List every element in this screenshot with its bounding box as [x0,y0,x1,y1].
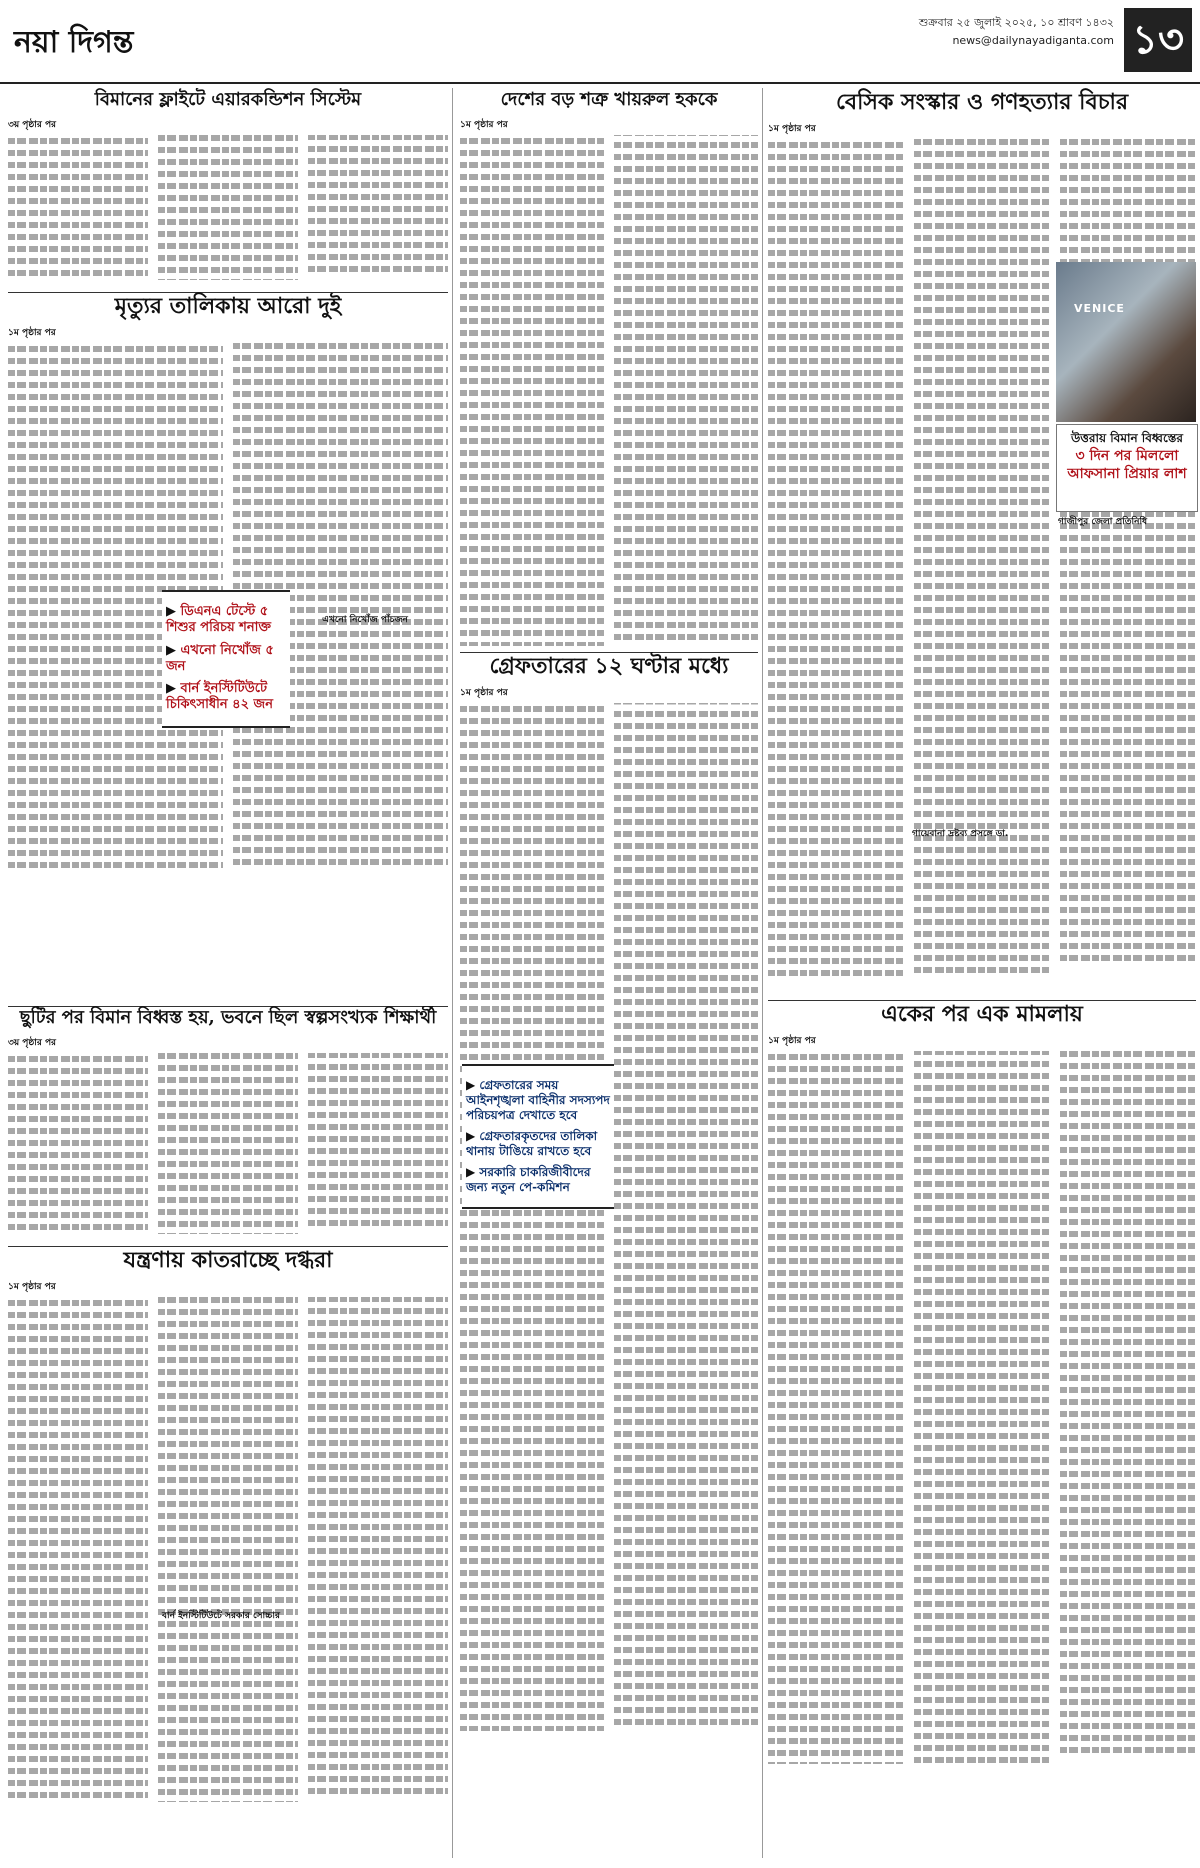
callout-item: ▶ ডিএনএ টেস্টে ৫ শিশুর পরিচয় শনাক্ত [166,604,286,637]
byline: ১ম পৃষ্ঠার পর [768,124,816,135]
callout-item: ▶ এখনো নিখোঁজ ৫ জন [166,643,286,676]
callout-item: ▶ গ্রেফতারের সময় আইনশৃঙ্খলা বাহিনীর সদস্যপদ পরিচয়পত্র দেখাতে হবে [466,1078,610,1123]
byline: ৩য় পৃষ্ঠার পর [8,119,57,130]
subhead: গায়েবানা দ্রষ্টব্য প্রসঙ্গে ডা. [912,829,1009,839]
byline: ১ম পৃষ্ঠার পর [768,1036,816,1047]
story-holiday [8,1006,448,1238]
caption-line1: উত্তরায় বিমান বিধ্বস্তের [1070,431,1184,445]
headline: একের পর এক মামলায় [881,1001,1083,1027]
headline: বিমানের ফ্লাইটে এয়ারকন্ডিশন সিস্টেম [94,89,362,110]
date-line: শুক্রবার ২৫ জুলাই ২০২৫, ১০ শ্রাবণ ১৪৩২ [918,16,1114,29]
callout-item: ▶ সরকারি চাকরিজীবীদের জন্য নতুন পে-কমিশন [466,1165,610,1195]
caption-line2: ৩ দিন পর মিললো [1075,447,1179,464]
page-number: ১৩ [1124,8,1192,72]
story-cases [768,1000,1196,1858]
web-address: news@dailynayadiganta.com [952,34,1114,47]
headline: দেশের বড় শত্রু খায়রুল হককে [500,89,718,110]
article-body [8,1297,448,1862]
byline: ১ম পৃষ্ঠার পর [460,119,508,130]
caption-headline [1057,425,1197,489]
story-enemy [460,88,758,648]
story-ac [8,88,448,284]
callout-item: ▶ বার্ন ইনস্টিটিউটে চিকিৎসাধীন ৪২ জন [166,681,286,714]
article-body [8,1053,448,1238]
article-body [768,1051,1196,1858]
newspaper-logo: নয়া দিগন্ত [14,25,134,60]
callout-item: ▶ গ্রেফতারকৃতদের তালিকা থানায় টাঙিয়ে রাখতে হবে [466,1129,610,1159]
headline: বেসিক সংস্কার ও গণহত্যার বিচার [835,89,1129,115]
headline: যন্ত্রণায় কাতরাচ্ছে দগ্ধরা [123,1247,333,1273]
death-callout [162,590,290,728]
caption-line3: আফসানা প্রিয়ার লাশ [1067,465,1187,482]
byline: ১ম পৃষ্ঠার পর [8,1282,56,1293]
caption-box [1056,424,1198,512]
column-divider [762,88,763,1858]
date-bar [919,14,1114,50]
story-arrest [460,652,758,1858]
arrest-callout [462,1064,614,1209]
article-body [460,703,758,1858]
subhead: বার্ন ইনস্টিটিউটে সরকার সোচ্চার [162,1611,280,1621]
photo-text: VENICE [1074,302,1125,315]
headline: গ্রেফতারের ১২ ঘণ্টার মধ্যে [489,653,729,679]
article-body [8,135,448,284]
photo-afsana [1056,262,1196,422]
byline: ১ম পৃষ্ঠার পর [8,328,56,339]
article-body [460,135,758,648]
subhead: এখনো নিখোঁজ পাঁচজন [322,615,408,625]
headline: ছুটির পর বিমান বিধ্বস্ত হয়, ভবনে ছিল স্বল্পসংখ্যক শিক্ষার্থী [19,1007,437,1028]
story-pain [8,1246,448,1862]
story-reform [768,88,1196,994]
masthead [0,0,1200,84]
column-divider [452,88,453,1858]
byline: ১ম পৃষ্ঠার পর [460,688,508,699]
byline: গাজীপুর জেলা প্রতিনিধি [1058,517,1148,527]
headline: মৃত্যুর তালিকায় আরো দুই [114,293,342,319]
byline: ৩য় পৃষ্ঠার পর [8,1037,57,1048]
